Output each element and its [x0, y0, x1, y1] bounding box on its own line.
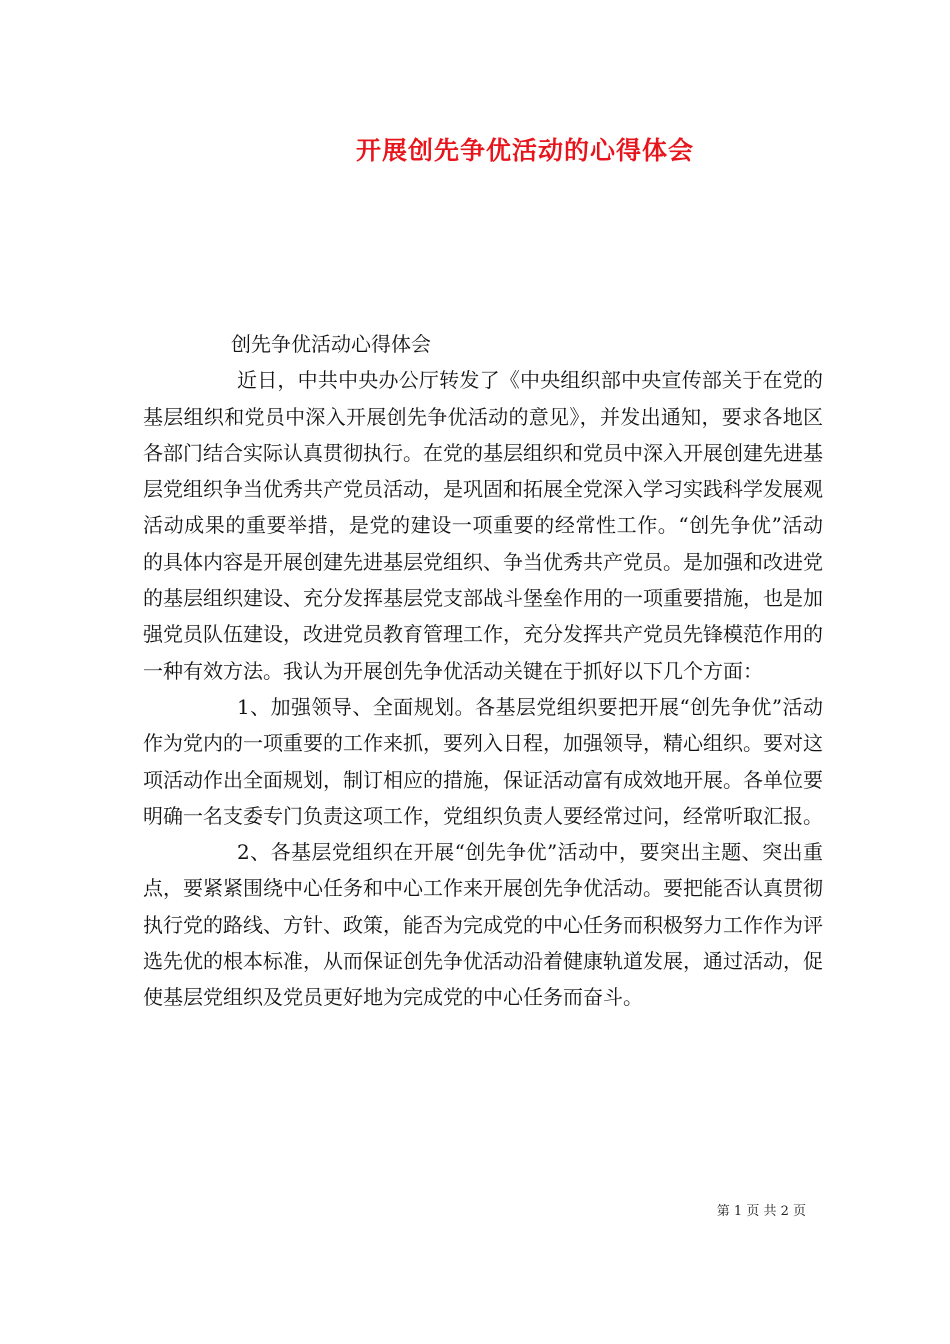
paragraph-point-2: 2、各基层党组织在开展“创先争优”活动中，要突出主题、突出重点，要紧紧围绕中心任务和中心工作来开展创先争优活动。要把能否认真贯彻执行党的路线、方针、政策，能否为完成党的中心任务而积极努力工作作为评选先优的根本标准，从而保证创先争优活动沿着健康轨道发展，通过活动，促使基层党组织及党员更好地为完成党的中心任务而奋斗。 [143, 840, 823, 1010]
document-title: 开展创先争优活动的心得体会 [355, 136, 694, 165]
page-number-footer: 第 1 页 共 2 页 [716, 1204, 806, 1219]
document-body [143, 326, 823, 1016]
document-subtitle: 创先争优活动心得体会 [231, 332, 431, 356]
paragraph-intro: 近日，中共中央办公厅转发了《中央组织部中央宣传部关于在党的基层组织和党员中深入开展创先争优活动的意见》，并发出通知，要求各地区各部门结合实际认真贯彻执行。在党的基层组织和党员中深入开展创建先进基层党组织争当优秀共产党员活动，是巩固和拓展全党深入学习实践科学发展观活动成果的重要举措，是党的建设一项重要的经常性工作。“创先争优”活动的具体内容是开展创建先进基层党组织、争当优秀共产党员。是加强和改进党的基层组织建设、充分发挥基层党支部战斗堡垒作用的一项重要措施，也是加强党员队伍建设，改进党员教育管理工作，充分发挥共产党员先锋模范作用的一种有效方法。我认为开展创先争优活动关键在于抓好以下几个方面： [143, 368, 823, 683]
paragraph-point-1: 1、加强领导、全面规划。各基层党组织要把开展“创先争优”活动作为党内的一项重要的工作来抓，要列入日程，加强领导，精心组织。要对这项活动作出全面规划，制订相应的措施，保证活动富有成效地开展。各单位要明确一名支委专门负责这项工作，党组织负责人要经常过问，经常听取汇报。 [143, 694, 823, 828]
